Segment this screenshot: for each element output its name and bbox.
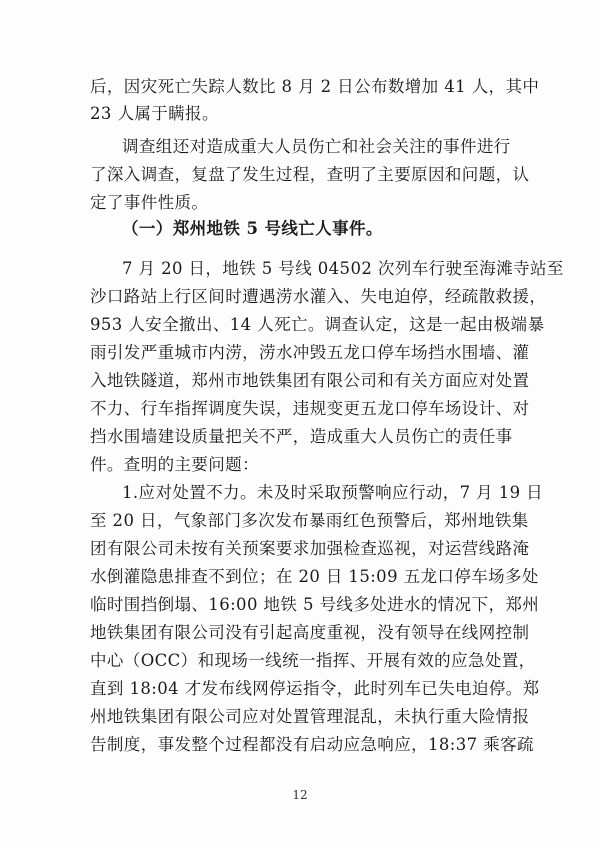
text-line: 23 人属于瞒报。 (90, 104, 219, 123)
text-line: 水倒灌隐患排查不到位；在 20 日 15:09 五龙口停车场多处 (90, 567, 539, 586)
page-number: 12 (292, 788, 308, 802)
text-line: 7 月 20 日，地铁 5 号线 04502 次列车行驶至海滩寺站至 (122, 259, 564, 278)
text-line: 直到 18:04 才发布线网停运指令，此时列车已失电迫停。郑 (90, 679, 540, 698)
section-heading: （一）郑州地铁 5 号线亡人事件。 (122, 219, 383, 238)
text-line: 了深入调查，复盘了发生过程，查明了主要原因和问题，认 (90, 165, 530, 184)
text-line: 至 20 日，气象部门多次发布暴雨红色预警后，郑州地铁集 (90, 511, 529, 530)
text-line: 沙口路站上行区间时遭遇涝水灌入、失电迫停，经疏散救援， (90, 287, 547, 306)
text-line: 调查组还对造成重大人员伤亡和社会关注的事件进行 (122, 137, 511, 156)
text-line: 雨引发严重城市内涝，涝水冲毁五龙口停车场挡水围墙、灌 (90, 343, 530, 362)
text-line: 后，因灾死亡失踪人数比 8 月 2 日公布数增加 41 人，其中 (90, 77, 540, 96)
text-line: 中心（OCC）和现场一线统一指挥、开展有效的应急处置， (90, 651, 536, 670)
text-line: 件。查明的主要问题： (90, 455, 259, 474)
text-line: 临时围挡倒塌、16:00 地铁 5 号线多处进水的情况下，郑州 (90, 595, 540, 614)
text-line: 953 人安全撤出、14 人死亡。调查认定，这是一起由极端暴 (90, 315, 545, 334)
text-line: 入地铁隧道，郑州市地铁集团有限公司和有关方面应对处置 (90, 371, 530, 390)
text-line: 1.应对处置不力。未及时采取预警响应行动，7 月 19 日 (122, 483, 544, 502)
text-line: 州地铁集团有限公司应对处置管理混乱，未执行重大险情报 (90, 707, 530, 726)
text-line: 定了事件性质。 (90, 193, 209, 212)
text-line: 告制度，事发整个过程都没有启动应急响应，18:37 乘客疏 (90, 735, 534, 754)
text-line: 挡水围墙建设质量把关不严，造成重大人员伤亡的责任事 (90, 427, 513, 446)
text-line: 地铁集团有限公司没有引起高度重视，没有领导在线网控制 (90, 623, 530, 642)
text-line: 团有限公司未按有关预案要求加强检查巡视，对运营线路淹 (90, 539, 530, 558)
text-line: 不力、行车指挥调度失误，违规变更五龙口停车场设计、对 (90, 399, 530, 418)
